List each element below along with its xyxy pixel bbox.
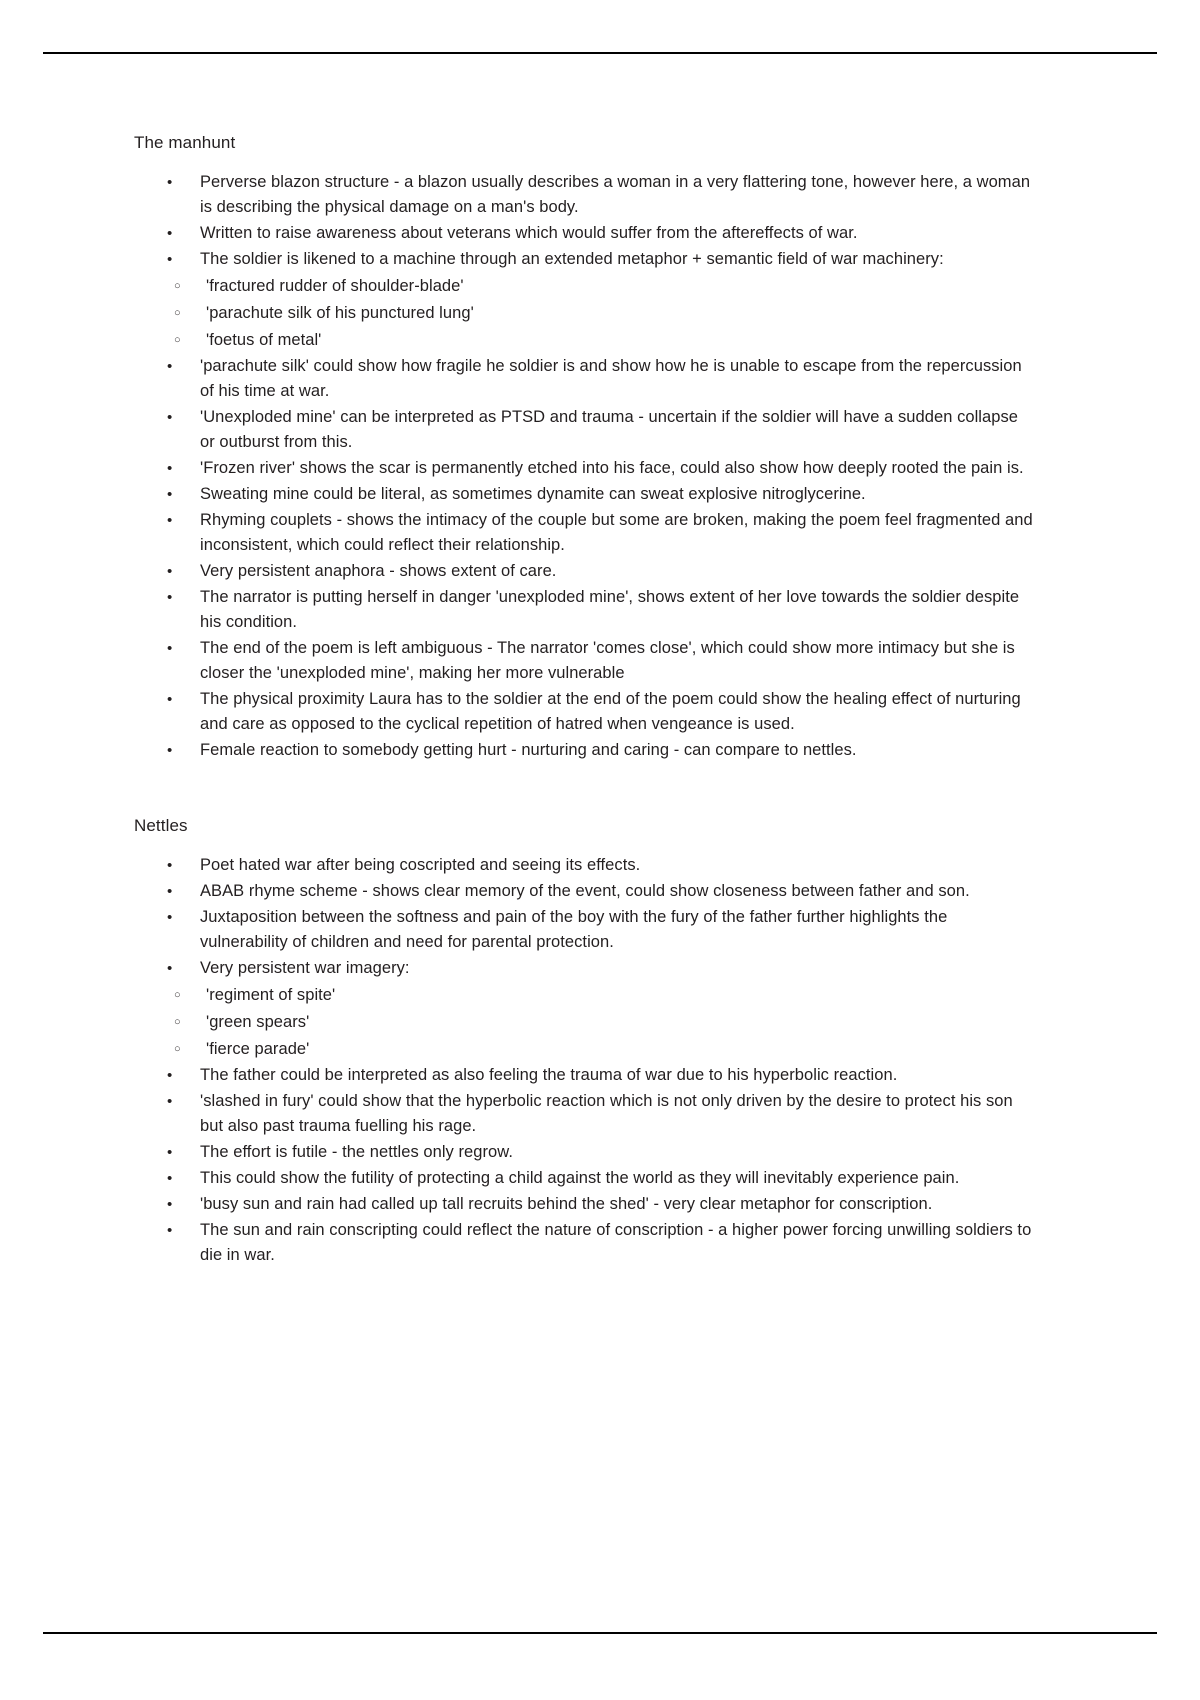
list-item-text: Juxtaposition between the softness and pain of the boy with the fury of the father further highlights the vulnerability of children and need for parental protection. [200,908,948,951]
list-item-text: The soldier is likened to a machine through an extended metaphor + semantic field of war machinery: [200,250,944,268]
section-the-manhunt [134,130,1034,763]
sub-list-item [134,300,1034,326]
sub-bullet-circle-icon: ○ [174,1043,181,1055]
sub-bullet-circle-icon: ○ [174,280,181,292]
list-item [134,585,1034,635]
bullet-dot-icon: • [167,460,173,477]
sub-bullet-list [134,273,1034,353]
list-item [134,956,1034,981]
list-item-text: Rhyming couplets - shows the intimacy of the couple but some are broken, making the poem feel fragmented and inconsistent, which could reflect their relationship. [200,511,1033,554]
bullet-dot-icon: • [167,909,173,926]
section-nettles [134,813,1034,1268]
sub-list-container [134,273,1034,353]
page-bottom-rule [43,1632,1157,1634]
bullet-dot-icon: • [167,486,173,503]
bullet-list [134,170,1034,763]
sub-bullet-circle-icon: ○ [174,1016,181,1028]
sub-list-item-text: 'foetus of metal' [206,331,322,349]
list-item-text: The father could be interpreted as also feeling the trauma of war due to his hyperbolic reaction. [200,1066,898,1084]
list-item-text: Very persistent anaphora - shows extent of care. [200,562,557,580]
list-item [134,1089,1034,1139]
sub-bullet-circle-icon: ○ [174,307,181,319]
bullet-dot-icon: • [167,857,173,874]
list-item [134,508,1034,558]
bullet-dot-icon: • [167,1093,173,1110]
list-item [134,456,1034,481]
list-item-text: Sweating mine could be literal, as sometimes dynamite can sweat explosive nitroglycerine. [200,485,866,503]
sub-list-item-text: 'parachute silk of his punctured lung' [206,304,474,322]
bullet-dot-icon: • [167,1170,173,1187]
list-item [134,853,1034,878]
list-item-text: The sun and rain conscripting could reflect the nature of conscription - a higher power forcing unwilling soldiers to die in war. [200,1221,1032,1264]
bullet-dot-icon: • [167,589,173,606]
sub-bullet-circle-icon: ○ [174,334,181,346]
sub-bullet-list [134,982,1034,1062]
list-item-text: Written to raise awareness about veterans which would suffer from the aftereffects of war. [200,224,858,242]
list-item [134,247,1034,272]
list-item [134,905,1034,955]
sub-list-item-text: 'fractured rudder of shoulder-blade' [206,277,464,295]
list-item-text: Perverse blazon structure - a blazon usually describes a woman in a very flattering tone, however here, a woman is describing the physical damage on a man's body. [200,173,1031,216]
list-item-text: ABAB rhyme scheme - shows clear memory of the event, could show closeness between father and son. [200,882,970,900]
sub-list-item [134,1036,1034,1062]
list-item-text: 'parachute silk' could show how fragile he soldier is and show how he is unable to escape from the repercussion of his time at war. [200,357,1022,400]
bullet-dot-icon: • [167,1067,173,1084]
bullet-dot-icon: • [167,174,173,191]
list-item [134,221,1034,246]
list-item [134,879,1034,904]
bullet-dot-icon: • [167,409,173,426]
list-item [134,170,1034,220]
list-item [134,482,1034,507]
sub-list-item [134,273,1034,299]
bullet-dot-icon: • [167,960,173,977]
list-item [134,1192,1034,1217]
sub-list-item [134,327,1034,353]
bullet-dot-icon: • [167,358,173,375]
document-body [134,130,1034,1269]
bullet-dot-icon: • [167,251,173,268]
list-item [134,738,1034,763]
page-top-rule [43,52,1157,54]
bullet-dot-icon: • [167,1196,173,1213]
list-item [134,1218,1034,1268]
list-item-text: Poet hated war after being coscripted and seeing its effects. [200,856,641,874]
bullet-dot-icon: • [167,225,173,242]
list-item-text: Female reaction to somebody getting hurt - nurturing and caring - can compare to nettles. [200,741,857,759]
bullet-dot-icon: • [167,563,173,580]
bullet-dot-icon: • [167,640,173,657]
sub-list-item [134,982,1034,1008]
bullet-dot-icon: • [167,742,173,759]
sub-list-item [134,1009,1034,1035]
sub-list-item-text: 'regiment of spite' [206,986,336,1004]
list-item-text: The narrator is putting herself in danger 'unexploded mine', shows extent of her love towards the soldier despite his condition. [200,588,1020,631]
list-item-text: This could show the futility of protecting a child against the world as they will inevitably experience pain. [200,1169,960,1187]
bullet-list [134,853,1034,1268]
list-item [134,405,1034,455]
bullet-dot-icon: • [167,883,173,900]
list-item [134,1166,1034,1191]
list-item-text: The physical proximity Laura has to the soldier at the end of the poem could show the healing effect of nurturing and care as opposed to the cyclical repetition of hatred when vengeance is used. [200,690,1021,733]
sub-list-container [134,982,1034,1062]
list-item-text: 'busy sun and rain had called up tall recruits behind the shed' - very clear metaphor for conscription. [200,1195,933,1213]
bullet-dot-icon: • [167,512,173,529]
list-item [134,559,1034,584]
sub-list-item-text: 'fierce parade' [206,1040,310,1058]
sub-bullet-circle-icon: ○ [174,989,181,1001]
list-item-text: Very persistent war imagery: [200,959,410,977]
sub-list-item-text: 'green spears' [206,1013,310,1031]
list-item [134,1140,1034,1165]
bullet-dot-icon: • [167,691,173,708]
list-item [134,1063,1034,1088]
list-item-text: 'Unexploded mine' can be interpreted as PTSD and trauma - uncertain if the soldier will have a sudden collapse or outburst from this. [200,408,1019,451]
bullet-dot-icon: • [167,1222,173,1239]
section-heading: The manhunt [134,133,236,152]
list-item-text: 'Frozen river' shows the scar is permanently etched into his face, could also show how deeply rooted the pain is. [200,459,1024,477]
bullet-dot-icon: • [167,1144,173,1161]
section-heading: Nettles [134,816,188,835]
list-item [134,636,1034,686]
list-item [134,354,1034,404]
list-item-text: The effort is futile - the nettles only regrow. [200,1143,513,1161]
list-item-text: The end of the poem is left ambiguous - The narrator 'comes close', which could show more intimacy but she is closer the 'unexploded mine', making her more vulnerable [200,639,1015,682]
list-item-text: 'slashed in fury' could show that the hyperbolic reaction which is not only driven by the desire to protect his son but also past trauma fuelling his rage. [200,1092,1013,1135]
list-item [134,687,1034,737]
